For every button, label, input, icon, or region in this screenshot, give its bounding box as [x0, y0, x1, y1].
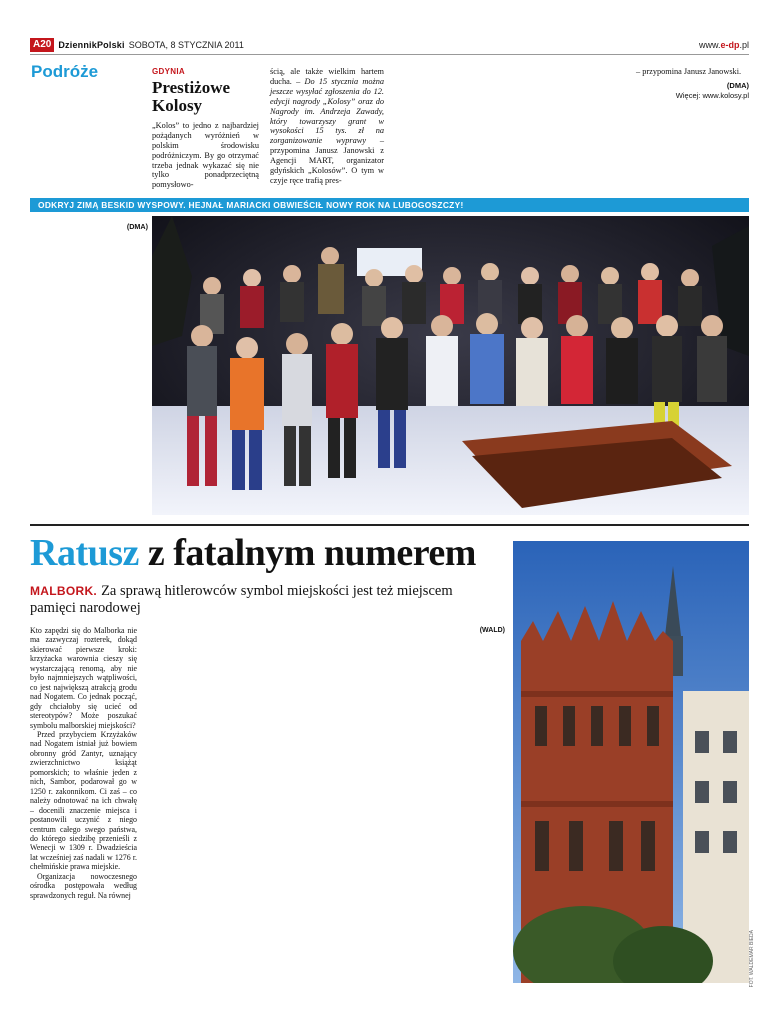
photo-caption [31, 222, 148, 231]
photo-caption-credit: (DMA) [126, 222, 148, 231]
top-article-credit: (DMA) [726, 80, 749, 90]
main-article-credit: (WALD) [479, 627, 505, 634]
section-divider [30, 524, 749, 526]
paragraph: Organizacja nowoczesnego ośrodka postępowała według sprawdzonych reguł. Na równej [30, 871, 137, 900]
top-article-text-2-end: – przypomina Janusz Janowski z Agencji MART, organizator gdyńskich „Kolosów”. O tym w czyje ręce trafią pres- [270, 136, 385, 185]
page-header [30, 38, 749, 52]
publication-date: SOBOTA, 8 STYCZNIA 2011 [128, 40, 244, 50]
main-headline [30, 531, 476, 575]
top-article-more-link[interactable]: Więcej: www.kolosy.pl [675, 90, 749, 100]
top-article-text-2-italic: Do 15 stycznia można jeszcze wysyłać zgłoszenia do 12. edycji nagrody „Kolosy” oraz do Nagrody im. Andrzeja Zawady, który towarzyszy grant w wysokości 15 tys. zł na zorganizowanie wyprawy [270, 76, 385, 146]
crowd-photo [152, 216, 749, 515]
top-article-col-5 [636, 67, 749, 101]
main-lead-text: Za sprawą hitlerowców symbol miejskości jest też miejscem pamięci narodowej [30, 583, 453, 616]
top-article-text-2: ścią, ale także wielkim hartem ducha. – [270, 67, 384, 86]
header-divider [30, 54, 749, 55]
top-article-col-2 [270, 67, 384, 186]
top-article-text-5-end: – przypomina Janusz Janowski. [636, 67, 742, 76]
town-hall-photo [513, 541, 749, 983]
banner-headline: ODKRYJ ZIMĄ BESKID WYSPOWY. HEJNAŁ MARIACKI OBWIEŚCIŁ NOWY ROK NA LUBOGOSZCZY! [30, 198, 749, 212]
site-brand: e-dp [720, 40, 740, 50]
publication-name: DziennikPolski [58, 40, 125, 50]
main-body-col-1 [30, 626, 137, 900]
main-rubric: MALBORK. [30, 584, 98, 598]
top-article-col-1 [152, 67, 259, 190]
top-article-rubric: GDYNIA [152, 67, 185, 76]
top-article-text-1: „Kolos” to jedno z najbardziej pożądanych wyróżnień w polskim środowisku podróżniczym. By go otrzymać trzeba jednak wykazać się nie tylko ponadprzeciętną pomysłowo- [152, 120, 259, 190]
main-headline-rest: z fatalnym numerem [138, 532, 476, 574]
main-headline-accent: Ratusz [30, 532, 139, 574]
paragraph: Kto zapędzi się do Malborka nie ma zazwyczaj rozterek, dokąd skierować pierwsze kroki: krzyżacka warownia cieszy się wystarczającą renomą, aby nie było najmniejszych wątpliwości, co jest największą atrakcją grodu nad Nogatem. Co jednak począć, gdy chciałoby się ucieć od stereotypów? Może poszukać symbolu malborskiej miejskości? [30, 626, 137, 730]
paragraph: Przed przybyciem Krzyżaków nad Nogatem istniał już bowiem obronny gród Zantyr, uznający zwierzchnictwo książąt pomorskich; to właśnie jeden z nich, Sambor, podarował go w 1250 r. zakonnikom. Ci zaś – co należy odnotować na ich chwałę – docenili znaczenie miejsca i postanowili uczynić z niego centrum całego swego państwa, do którego siedzibę przenieśli z Wenecji w 1309 r. Dwadzieścia lat wcześniej zaś nadali w 1276 r. chełmińskie prawa miejskie. [30, 729, 137, 872]
page-number: A20 [30, 38, 54, 52]
main-body-col-4 [390, 626, 505, 635]
photo-credit: FOT. WALDEMAR BIEDA [749, 930, 755, 988]
main-lead [30, 583, 500, 617]
section-label: Podróże [31, 62, 99, 81]
top-article-title: Prestiżowe Kolosy [152, 77, 231, 115]
site-link[interactable]: www.e-dp.pl [698, 40, 749, 50]
